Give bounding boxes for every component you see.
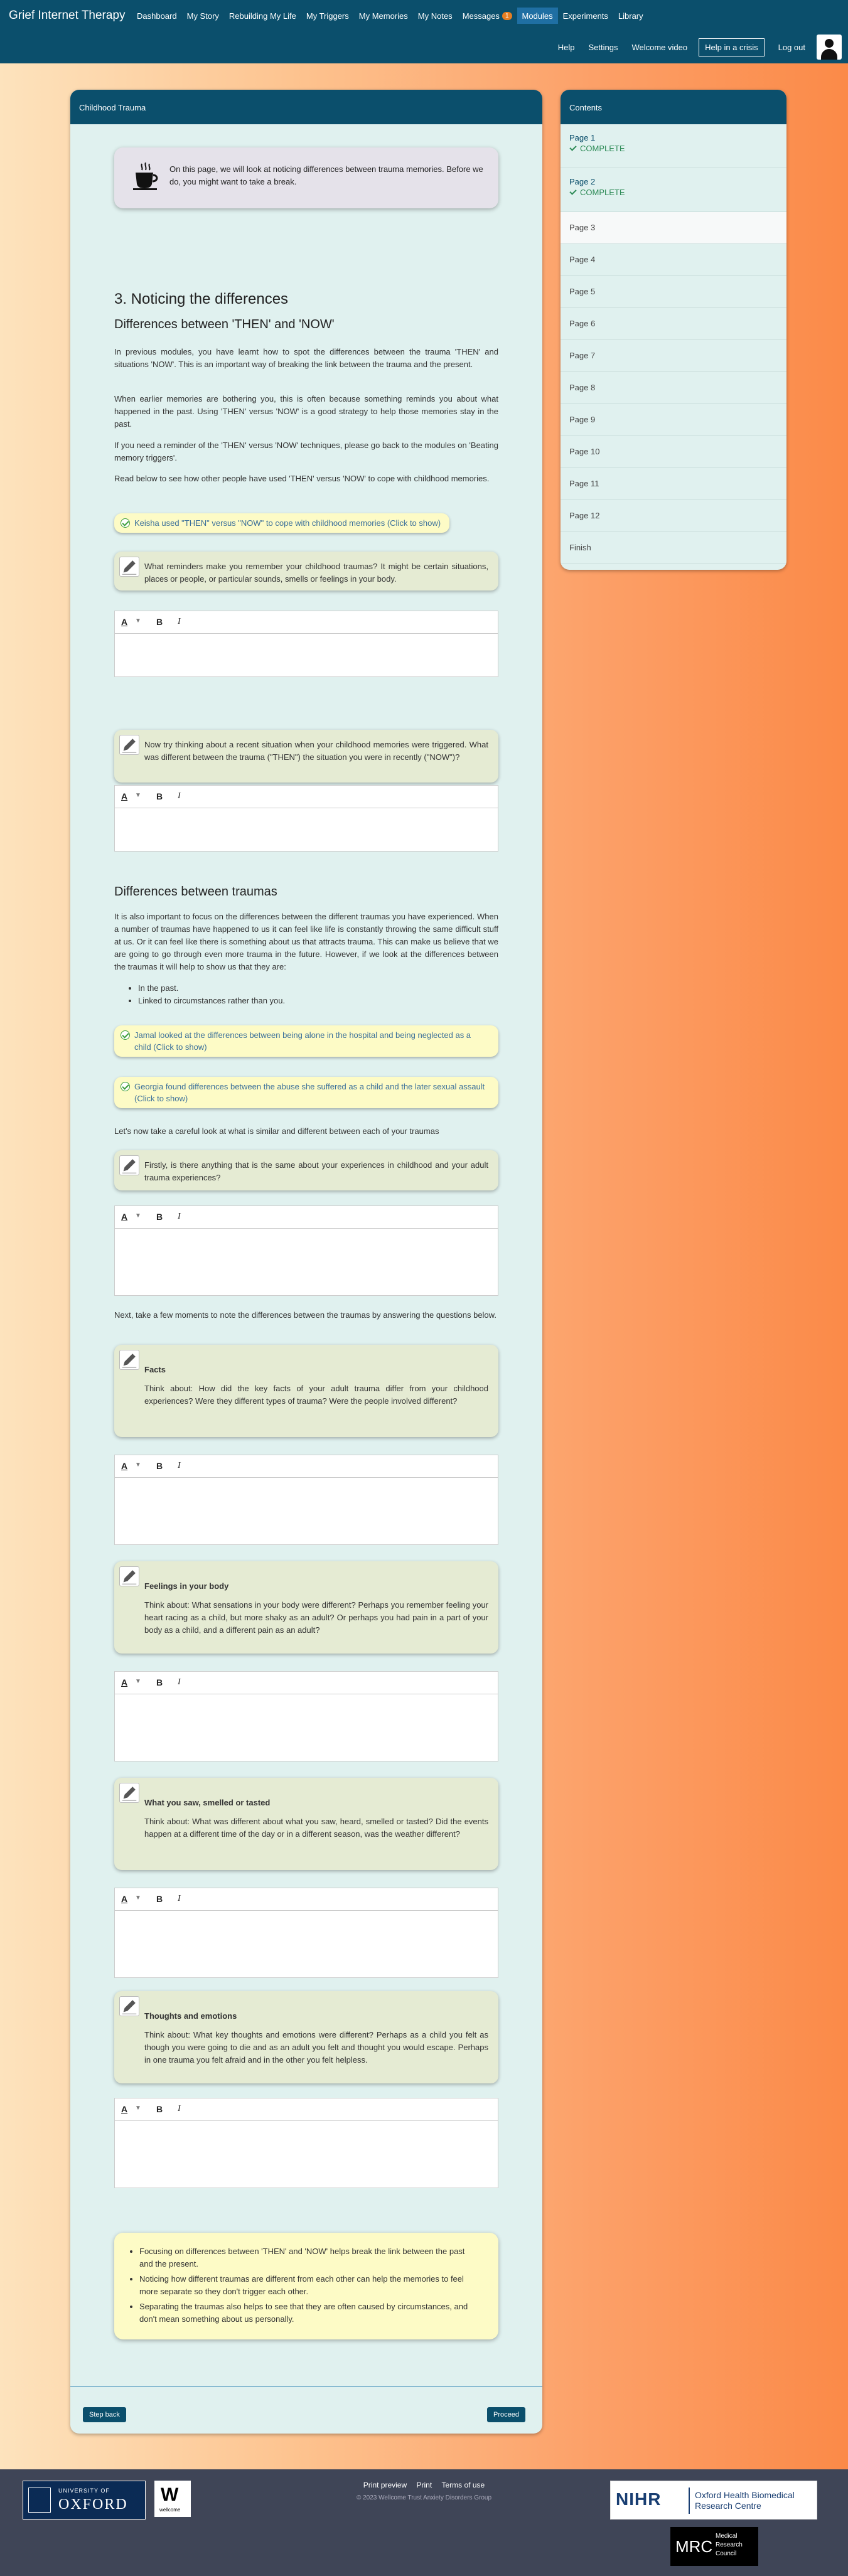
story-jamal[interactable] [114,1025,498,1057]
paragraph-1: In previous modules, you have learnt how to spot the differences between the trauma 'THEN' and situations 'NOW'. This is an important way of breaking the link between the trauma and the present. [114,347,498,369]
pencil-icon [119,1566,139,1586]
font-color-button[interactable]: A [121,617,128,627]
editor-toolbar [115,1206,498,1229]
paragraph-3: If you need a reminder of the 'THEN' versus 'NOW' techniques, please go back to the modules on 'Beating memory triggers'. [114,441,498,462]
story-keisha-label: Keisha used "THEN" versus "NOW" to cope with childhood memories (Click to show) [134,518,441,528]
terms-link[interactable]: Terms of use [441,2481,485,2489]
messages-badge: 1 [502,12,512,20]
chevron-down-icon[interactable]: ▼ [135,1212,141,1219]
status-label: COMPLETE [580,144,625,153]
question-card-recent [114,730,498,783]
nihr-logo-subtext: Oxford Health Biomedical Research Centre [695,2490,795,2511]
help-in-crisis-button[interactable]: Help in a crisis [699,38,765,56]
logout-link[interactable]: Log out [778,42,805,52]
paragraph-4: Read below to see how other people have used 'THEN' versus 'NOW' to cope with childhood memories. [114,474,490,483]
status-label: COMPLETE [580,188,625,197]
nav-my-story[interactable]: My Story [186,11,219,21]
wellcome-logo-letter: W [161,2484,179,2505]
bold-button[interactable]: B [156,791,163,801]
font-color-button[interactable]: A [121,2104,128,2114]
font-color-button[interactable]: A [121,1461,128,1471]
chevron-down-icon[interactable]: ▼ [135,1895,141,1901]
pencil-icon [119,1350,139,1370]
section-heading-traumas: Differences between traumas [114,885,277,899]
story-georgia[interactable] [114,1077,498,1108]
nav-my-memories[interactable]: My Memories [358,11,408,21]
secondary-menu [544,35,842,60]
question-card-thoughts [114,1991,498,2083]
question-text: Think about: What sensations in your body were different? Perhaps you remember feeling your heart racing as a child, but more shaky as an adult? Or perhaps you had pain in a part of your body as a child, and a different pain as an adult? [144,1600,488,1635]
pencil-icon [119,735,139,755]
nihr-logo[interactable] [610,2481,817,2520]
mrc-logo[interactable] [670,2527,758,2566]
nav-my-triggers[interactable]: My Triggers [306,11,349,21]
chevron-down-icon[interactable]: ▼ [135,1678,141,1685]
font-color-button[interactable]: A [121,1212,128,1222]
sidebar-item-page-3[interactable]: Page 3 [561,212,786,244]
nav-messages[interactable] [458,8,517,24]
sidebar-item-page-2[interactable] [561,168,786,212]
sidebar-item-page-12[interactable]: Page 12 [561,500,786,532]
proceed-button[interactable]: Proceed [487,2407,525,2422]
editor-toolbar [115,786,498,808]
sidebar-item-label: Page 2 [569,177,596,186]
check-icon [569,144,576,151]
question-text: What reminders make you remember your childhood traumas? It might be certain situations, places or people, or particular sounds, smells or feelings in your body. [144,562,488,584]
mrc-logo-subtext: Medical Research Council [716,2533,743,2557]
bullet-list [127,982,285,1007]
pencil-icon [119,1155,139,1175]
panel-footer [70,2386,542,2387]
oxford-logo-small: UNIVERSITY OF [58,2488,110,2494]
summary-item: • Separating the traumas also helps to see that they are often caused by circumstances, and don't mean something about us personally. [139,2301,480,2326]
paragraph-5: It is also important to focus on the differences between the different traumas you have experienced. When a number of traumas have happened to us it can feel like life is constantly throwing the same difficult stuff at us. Or it can feel like there is something about us that attracts trauma. This can make us believe that we are going to go through even more trauma in the future. However, if we look at the differences between the traumas it will help to show us that they are: [114,912,498,971]
italic-button[interactable]: I [178,2104,181,2114]
brand-title[interactable]: Grief Internet Therapy [9,9,126,22]
copyright-text: © 2023 Wellcome Trust Anxiety Disorders Group [356,2494,492,2501]
contents-sidebar [561,90,786,570]
answer-editor-senses[interactable] [114,1888,498,1978]
editor-toolbar [115,1888,498,1911]
summary-item: • Noticing how different traumas are different from each other can help the memories to feel more separate so they don't trigger each other. [139,2273,480,2298]
nihr-logo-text: NIHR [616,2489,662,2509]
italic-button[interactable]: I [178,617,181,626]
summary-box [114,2233,498,2339]
chevron-down-icon[interactable]: ▼ [135,2105,141,2112]
sidebar-item-page-8[interactable]: Page 8 [561,372,786,404]
check-icon [569,188,576,195]
bullet-item: • In the past. [138,982,285,995]
step-back-button[interactable]: Step back [83,2407,126,2422]
intro-card [114,147,498,208]
paragraph-2: When earlier memories are bothering you, this is often because something reminds you about what happened in the past. Using 'THEN' versus 'NOW' is a good strategy to help those memories stay in the past. [114,394,498,429]
chevron-down-icon[interactable]: ▼ [135,1462,141,1468]
italic-button[interactable]: I [178,1461,181,1470]
question-text: Think about: What key thoughts and emotions were different? Perhaps as a child you felt as though you were going to die and as an adult you felt and thought you would escape. Perhaps in one trauma you felt afraid and in the other you felt helpless. [144,2030,488,2065]
oxford-logo-text: OXFORD [58,2496,128,2513]
answer-editor-recent[interactable] [114,785,498,852]
italic-button[interactable]: I [178,1212,181,1221]
question-card-feelings [114,1561,498,1654]
editor-toolbar [115,611,498,634]
user-avatar-icon[interactable] [817,35,842,60]
question-text: Think about: How did the key facts of your adult trauma differ from your childhood experiences? Were they different types of trauma? Were the people involved different? [144,1384,488,1406]
answer-editor-reminders[interactable] [114,611,498,677]
pencil-icon [119,1783,139,1803]
question-card-senses [114,1778,498,1870]
sidebar-item-page-7[interactable]: Page 7 [561,340,786,372]
editor-toolbar [115,1672,498,1694]
sidebar-item-finish[interactable]: Finish [561,532,786,564]
paragraph-7: Next, take a few moments to note the differences between the traumas by answering the questions below. [114,1310,496,1320]
sidebar-title: Contents [561,90,786,124]
check-icon [121,1082,130,1091]
nav-my-notes[interactable]: My Notes [417,11,453,21]
sidebar-item-page-4[interactable]: Page 4 [561,244,786,276]
bold-button[interactable]: B [156,1461,163,1471]
editor-toolbar [115,2098,498,2121]
coffee-cup-icon [133,163,158,190]
paragraph-6: Let's now take a careful look at what is similar and different between each of your traumas [114,1126,439,1136]
question-text: Firstly, is there anything that is the same about your experiences in childhood and your adult trauma experiences? [144,1160,488,1182]
sidebar-item-page-6[interactable]: Page 6 [561,308,786,340]
question-title: What you saw, smelled or tasted [144,1798,271,1807]
story-georgia-label: Georgia found differences between the abuse she suffered as a child and the later sexual assault (Click to show) [134,1082,485,1103]
sidebar-item-page-1[interactable] [561,124,786,168]
font-color-button[interactable]: A [121,1894,128,1904]
print-preview-link[interactable]: Print preview [363,2481,407,2489]
nav-welcome-video[interactable]: Welcome video [631,42,688,52]
nav-rebuilding[interactable]: Rebuilding My Life [228,11,296,21]
question-text: Think about: What was different about what you saw, heard, smelled or tasted? Did the events happen at a different time of the day or in a different season, was the weather different? [144,1817,488,1839]
bold-button[interactable]: B [156,2104,163,2114]
status-complete [569,144,778,153]
italic-button[interactable]: I [178,1894,181,1903]
font-color-button[interactable]: A [121,791,128,801]
sidebar-item-page-5[interactable]: Page 5 [561,276,786,308]
bold-button[interactable]: B [156,617,163,627]
story-jamal-label: Jamal looked at the differences between being alone in the hospital and being neglected as a child (Click to show) [134,1030,471,1052]
chevron-down-icon[interactable]: ▼ [135,792,141,799]
main-menu [132,8,648,24]
section-heading-then-now: Differences between 'THEN' and 'NOW' [114,318,335,331]
editor-toolbar [115,1455,498,1478]
answer-editor-thoughts[interactable] [114,2098,498,2188]
bullet-item: • Linked to circumstances rather than you. [138,995,285,1007]
intro-text: On this page, we will look at noticing differences between trauma memories. Before we do, you might want to take a break. [169,164,483,186]
font-color-button[interactable]: A [121,1677,128,1687]
bold-button[interactable]: B [156,1212,163,1222]
nav-library[interactable]: Library [618,11,643,21]
question-card-same [114,1150,498,1190]
wellcome-logo-text: wellcome [159,2507,181,2513]
nav-messages-label: Messages [462,11,500,21]
sidebar-item-page-11[interactable]: Page 11 [561,468,786,500]
check-icon [121,1030,130,1040]
nav-dashboard[interactable]: Dashboard [137,11,177,21]
nav-settings[interactable]: Settings [588,42,618,52]
check-icon [121,518,130,528]
chevron-down-icon[interactable]: ▼ [135,617,141,624]
answer-editor-feelings[interactable] [114,1671,498,1761]
sidebar-item-page-10[interactable]: Page 10 [561,436,786,468]
question-title: Thoughts and emotions [144,2011,237,2021]
italic-button[interactable]: I [178,1677,181,1687]
nav-modules[interactable]: Modules [517,8,558,24]
summary-item: • Focusing on differences between 'THEN' and 'NOW' helps break the link between the past and the present. [139,2245,480,2270]
status-complete [569,188,778,197]
pencil-icon [119,557,139,577]
top-navigation [0,0,848,63]
panel-title: Childhood Trauma [70,90,542,124]
module-panel [70,90,542,2434]
question-text: Now try thinking about a recent situation when your childhood memories were triggered. What was different between the trauma ("THEN") the situation you were in recently ("NOW")? [144,740,488,762]
nav-experiments[interactable]: Experiments [562,11,608,21]
nav-help[interactable]: Help [557,42,575,52]
sidebar-item-label: Page 1 [569,133,596,142]
print-link[interactable]: Print [416,2481,432,2489]
story-keisha[interactable] [114,513,449,533]
italic-button[interactable]: I [178,791,181,801]
page-heading: 3. Noticing the differences [114,291,289,307]
bold-button[interactable]: B [156,1894,163,1904]
sidebar-item-page-9[interactable]: Page 9 [561,404,786,436]
question-card-facts [114,1345,498,1437]
bold-button[interactable]: B [156,1677,163,1687]
question-title: Feelings in your body [144,1581,229,1591]
question-title: Facts [144,1365,166,1374]
answer-editor-facts[interactable] [114,1455,498,1545]
site-footer [0,2469,848,2576]
pencil-icon [119,1996,139,2016]
mrc-logo-text: MRC [675,2537,713,2556]
question-card-reminders [114,552,498,591]
answer-editor-same[interactable] [114,1205,498,1296]
